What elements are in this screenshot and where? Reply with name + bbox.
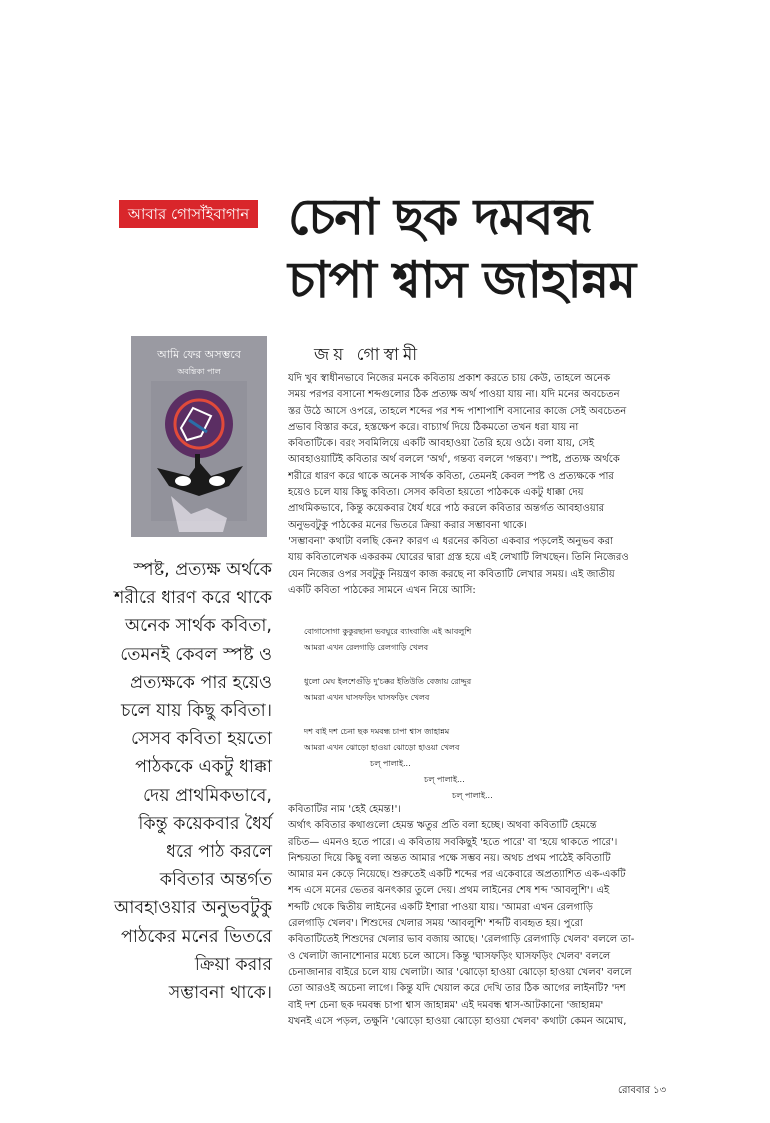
body-line: অর্থাৎ কবিতার কথাগুলো হেমন্ত ঋতুর প্রতি বলা হচ্ছে। অথবা কবিতাটি হেমন্তে <box>288 820 597 832</box>
byline: জয় গোস্বামী <box>314 345 422 365</box>
poem-line: বোগাসোগা কুকুরছানা ভবঘুরে ব্যাংবাজি এই আবলুশি <box>304 627 472 636</box>
book-cover <box>131 336 267 537</box>
poem-block <box>304 624 493 804</box>
poem-line: চল্ পালাই... <box>370 759 411 768</box>
pull-quote-line: সম্ভাবনা থাকে। <box>168 983 272 1004</box>
poem-line: আমরা এখন ঘাসফড়িং ঘাসফড়িং খেলব <box>304 693 430 702</box>
pull-quote-line: পাঠকের মনের ভিতরে <box>121 926 272 947</box>
pull-quote-line: শরীরে ধারণ করে থাকে <box>113 588 272 609</box>
body-line: কবিতাটির নাম 'হেই হেমন্ত!'। <box>288 804 401 815</box>
pull-quote-line: কবিতার অন্তর্গত <box>159 870 272 891</box>
body-line: প্রভাব বিস্তার করে, হস্তক্ষেপ করে। বাচ্যার্থ দিয়ে ঠিকমতো তখন ধরা যায় না <box>288 421 579 433</box>
body-line: কবিতাটিকে। বরং সবমিলিয়ে একটি আবহাওয়া তৈরি হয়ে ওঠে। বলা যায়, সেই <box>288 438 595 450</box>
book-author: অবন্তিকা পাল <box>177 367 221 376</box>
section-tag: আবার গোসাঁইবাগান <box>119 200 258 228</box>
poem-line: আমরা এখন রেলগাড়ি রেলগাড়ি খেলব <box>304 643 429 652</box>
body-line: তো আরওই অচেনা লাগে। কিন্তু যদি খেয়াল করে দেখি তার ঠিক আগের লাইনটি? 'দশ <box>288 983 626 995</box>
body-line: শব্দটি থেকে দ্বিতীয় লাইনের একটি ইশারা পাওয়া যায়। 'আমরা এখন রেলগাড়ি <box>288 901 593 913</box>
body-line: প্রাথমিকভাবে, কিন্তু কয়েকবার ধৈর্য ধরে পাঠ করলে কবিতার অন্তর্গত আবহাওয়ার <box>288 503 605 515</box>
body-line: কবিতাটিতেই শিশুদের খেলার ভাব বজায় আছে। 'রেলগাড়ি রেলগাড়ি খেলব' বললে তা- <box>288 934 635 946</box>
poem-line: ধুলো মেঘ ইলশেগুঁড়ি দু'চক্কর ইতিউতি বেজায় রোদ্দুর <box>304 677 472 686</box>
body-line: একটি কবিতা পাঠকের সামনে এখন নিয়ে আসি: <box>288 584 476 596</box>
poem-line: আমরা এখন ঝোড়ো হাওয়া ঝোড়ো হাওয়া খেলব <box>304 743 460 752</box>
body-line: শরীরে ধারণ করে থাকে অনেক সার্থক কবিতা, তেমনই কেবল স্পষ্ট ও প্রত্যক্ষকে পার <box>288 470 614 482</box>
poem-line: চল্ পালাই... <box>452 791 493 800</box>
body-line: বাই দশ চেনা ছক দমবন্ধ চাপা শ্বাস জাহান্নম' এই দমবন্ধ শ্বাস-আটকানো 'জাহান্নম' <box>288 999 604 1011</box>
pull-quote-line: স্পষ্ট, প্রত্যক্ষ অর্থকে <box>133 560 272 580</box>
pull-quote-line: ক্রিয়া করার <box>194 954 272 975</box>
body-line: যায় কবিতালেখক একরকম ঘোরের দ্বারা গ্রস্ত হয়ে এই লেখাটি লিখছেন। তিনি নিজেরও <box>288 552 629 564</box>
pull-quote <box>94 556 272 1007</box>
body-line: নিশ্চয়তা দিয়ে কিছু বলা অন্তত আমার পক্ষে সম্ভব নয়। অথচ প্রথম পাঠেই কবিতাটি <box>288 852 611 864</box>
pull-quote-line: সেসব কবিতা হয়তো <box>130 729 272 750</box>
body-line: হয়েও চলে যায় কিছু কবিতা। সেসব কবিতা হয়তো পাঠককে একটু ধাক্কা দেয় <box>288 487 584 499</box>
article-body-part-2 <box>288 802 680 1030</box>
body-line: সময় পরপর বসানো শব্দগুলোর ঠিক প্রত্যক্ষ অর্থ পাওয়া যায় না। যদি মনের অবচেতন <box>288 389 620 401</box>
body-line: স্তর উঠে আসে ওপরে, তাহলে শব্দের পর শব্দ পাশাপাশি বসানোর কাজে সেই অবচেতন <box>288 405 627 417</box>
headline-line-2: চাপা শ্বাস জাহান্নম <box>288 251 636 309</box>
body-line: শব্দ এসে মনের ভেতর ঝনৎকার তুলে দেয়। প্রথম লাইনের শেষ শব্দ 'আবলুশি'। এই <box>288 885 610 897</box>
poem-line: চল্ পালাই... <box>424 775 465 784</box>
pull-quote-line: দেয় প্রাথমিকভাবে, <box>142 785 272 806</box>
pull-quote-line: কিন্তু কয়েকবার ধৈর্য <box>138 813 272 834</box>
headline-line-1: চেনা ছক দমবন্ধ <box>288 188 592 246</box>
body-line: রচিত— এমনও হতে পারে। এ কবিতায় সবকিছুই 'হতে পারে' বা 'হয়ে থাকতে পারে'। <box>288 836 618 848</box>
pull-quote-line: অনেক সার্থক কবিতা, <box>125 616 272 637</box>
poem-line: দশ বাই দশ চেনা ছক দমবন্ধ চাপা শ্বাস জাহান্নম <box>304 727 450 736</box>
body-line: আবহাওয়াটিই কবিতার অর্থ বললে 'অর্থ', গন্তব্য বললে 'গন্তব্য'। স্পষ্ট, প্রত্যক্ষ অর্থকে <box>288 454 620 466</box>
body-line: যদি খুব স্বাধীনভাবে নিজের মনকে কবিতায় প্রকাশ করতে চায় কেউ, তাহলে অনেক <box>288 373 611 384</box>
body-line: চেনাজানার বাইরে চলে যায় খেলাটা। আর 'ঝোড়ো হাওয়া ঝোড়ো হাওয়া খেলব' বললে <box>288 966 632 978</box>
body-line: আমার মন কেড়ে নিয়েছে। শুরুতেই একটি শব্দের পর একেবারে অপ্রত্যাশিত এক-একটি <box>288 869 626 881</box>
pull-quote-line: তেমনই কেবল স্পষ্ট ও <box>120 644 272 665</box>
body-line: যখনই এসে পড়ল, তক্ষুনি 'ঝোড়ো হাওয়া ঝোড়ো হাওয়া খেলব' কথাটা কেমন অমোঘ, <box>288 1015 627 1027</box>
body-line: যেন নিজের ওপর সবটুকু নিয়ন্ত্রণ কাজ করছে না কবিতাটি লেখার সময়। এই জাতীয় <box>288 568 615 580</box>
book-cover-art <box>131 336 267 537</box>
body-line: 'সম্ভাবনা' কথাটা বলছি কেন? কারণ এ ধরনের কবিতা একবার পড়লেই অনুভব করা <box>288 535 613 547</box>
page-footer: রোববার ১৩ <box>618 1085 667 1096</box>
article-body-part-1 <box>288 371 680 599</box>
pull-quote-line: ধরে পাঠ করলে <box>166 842 272 863</box>
pull-quote-line: আবহাওয়ার অনুভবটুকু <box>113 898 272 919</box>
pull-quote-line: প্রত্যক্ষকে পার হয়েও <box>130 672 272 693</box>
body-line: ও খেলাটা জানাশোনার মধ্যে চলে আসে। কিন্তু 'ঘাসফড়িং ঘাসফড়িং খেলব' বললে <box>288 950 611 962</box>
book-title: আমি ফের অসম্ভবে <box>157 348 241 361</box>
pull-quote-line: চলে যায় কিছু কবিতা। <box>121 701 272 722</box>
body-line: অনুভবটুকু পাঠকের মনের ভিতরে ক্রিয়া করার সম্ভাবনা থাকে। <box>288 519 527 531</box>
body-line: রেলগাড়ি খেলব'। শিশুদের খেলার সময় 'আবলুশি' শব্দটি ব্যবহৃত হয়। পুরো <box>288 918 583 930</box>
pull-quote-line: পাঠককে একটু ধাক্কা <box>135 757 272 778</box>
